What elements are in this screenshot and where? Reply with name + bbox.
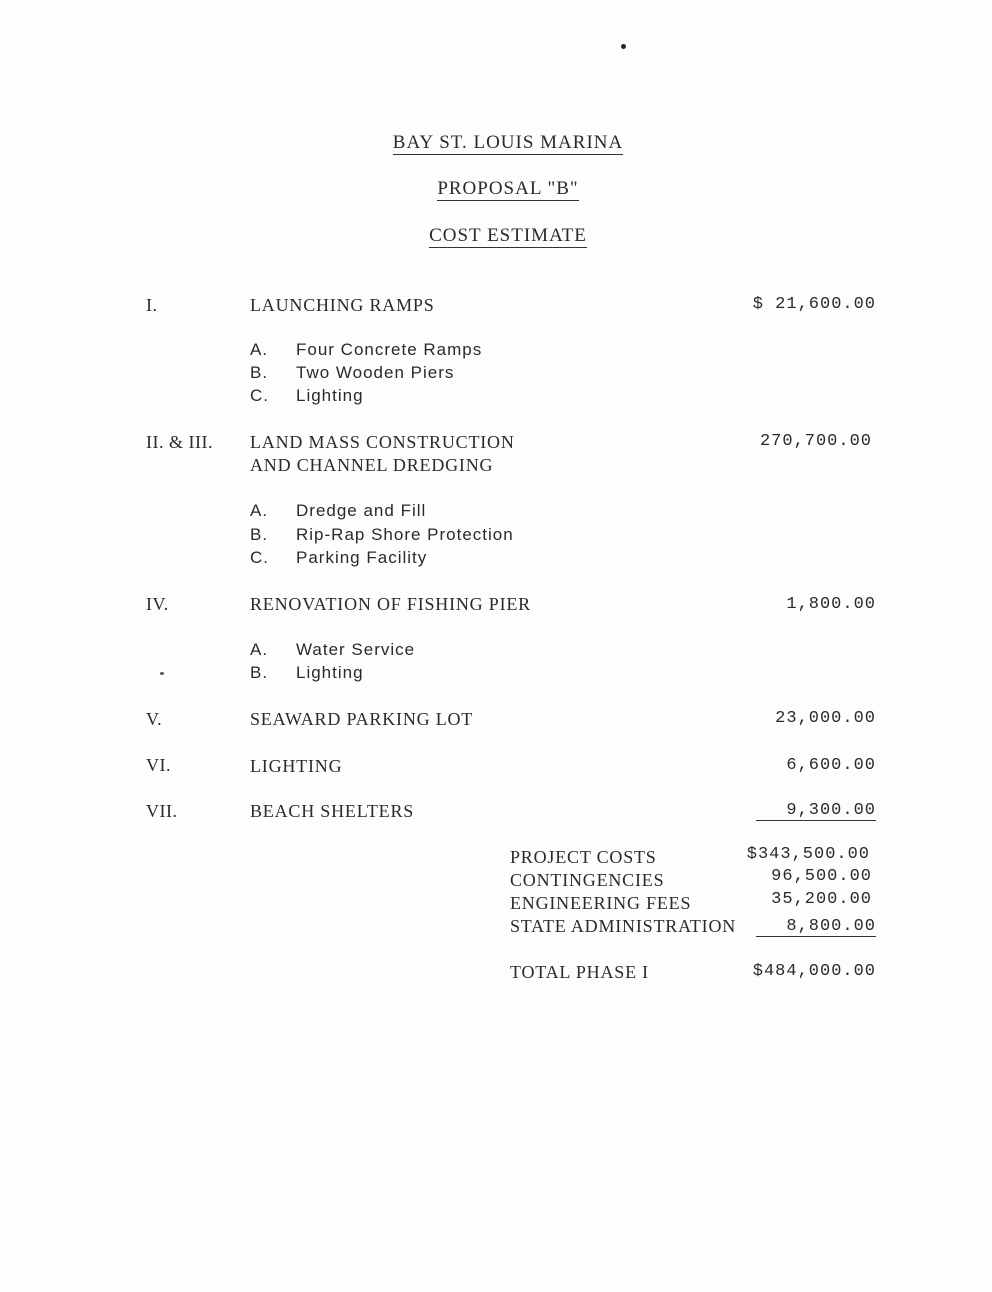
item-heading-1: LAUNCHING RAMPS xyxy=(250,295,435,315)
item-amount-7: 9,300.00 xyxy=(756,801,876,820)
total-amount: $484,000.00 xyxy=(752,962,876,981)
summary-label-state-administration: STATE ADMINISTRATION xyxy=(510,916,737,936)
item-number-6: VI. xyxy=(146,755,171,775)
item-amount-1: $ 21,600.00 xyxy=(752,295,876,314)
item-heading-6: LIGHTING xyxy=(250,756,343,776)
item-number-1: I. xyxy=(146,295,158,315)
summary-amount-state-administration: 8,800.00 xyxy=(756,917,876,936)
document-title: BAY ST. LOUIS MARINA xyxy=(392,132,624,153)
summary-amount-project-costs: $343,500.00 xyxy=(746,845,870,864)
summary-label-project-costs: PROJECT COSTS xyxy=(510,847,657,867)
list-item: A. Water Service xyxy=(250,640,416,659)
item-number-4: IV. xyxy=(146,594,169,614)
list-item: B. Lighting xyxy=(250,663,364,682)
item-number-5: V. xyxy=(146,709,163,729)
list-item: A. Four Concrete Ramps xyxy=(250,340,483,359)
scan-speck xyxy=(160,672,164,675)
item-heading-4: RENOVATION OF FISHING PIER xyxy=(250,594,531,614)
list-item: B. Two Wooden Piers xyxy=(250,363,455,382)
summary-label-contingencies: CONTINGENCIES xyxy=(510,870,665,890)
list-item: B. Rip-Rap Shore Protection xyxy=(250,525,514,544)
item-heading-7: BEACH SHELTERS xyxy=(250,801,415,821)
item-number-2: II. & III. xyxy=(146,432,213,452)
item-heading-5: SEAWARD PARKING LOT xyxy=(250,709,474,729)
list-item: C. Parking Facility xyxy=(250,548,428,567)
item-amount-2: 270,700.00 xyxy=(759,432,872,451)
summary-amount-engineering-fees: 35,200.00 xyxy=(771,890,872,909)
list-item: C. Lighting xyxy=(250,386,364,405)
item-heading-2: LAND MASS CONSTRUCTION AND CHANNEL DREDGING xyxy=(250,432,515,475)
summary-label-engineering-fees: ENGINEERING FEES xyxy=(510,893,692,913)
item-amount-5: 23,000.00 xyxy=(775,709,876,728)
item-amount-6: 6,600.00 xyxy=(786,756,876,775)
summary-amount-contingencies: 96,500.00 xyxy=(771,867,872,886)
list-item: A. Dredge and Fill xyxy=(250,501,427,520)
proposal-title: PROPOSAL "B" xyxy=(437,178,579,199)
cost-estimate-heading: COST ESTIMATE xyxy=(429,225,587,246)
total-label: TOTAL PHASE I xyxy=(510,962,649,982)
scan-speck xyxy=(621,44,626,49)
item-number-7: VII. xyxy=(146,801,178,821)
item-amount-4: 1,800.00 xyxy=(786,595,876,614)
